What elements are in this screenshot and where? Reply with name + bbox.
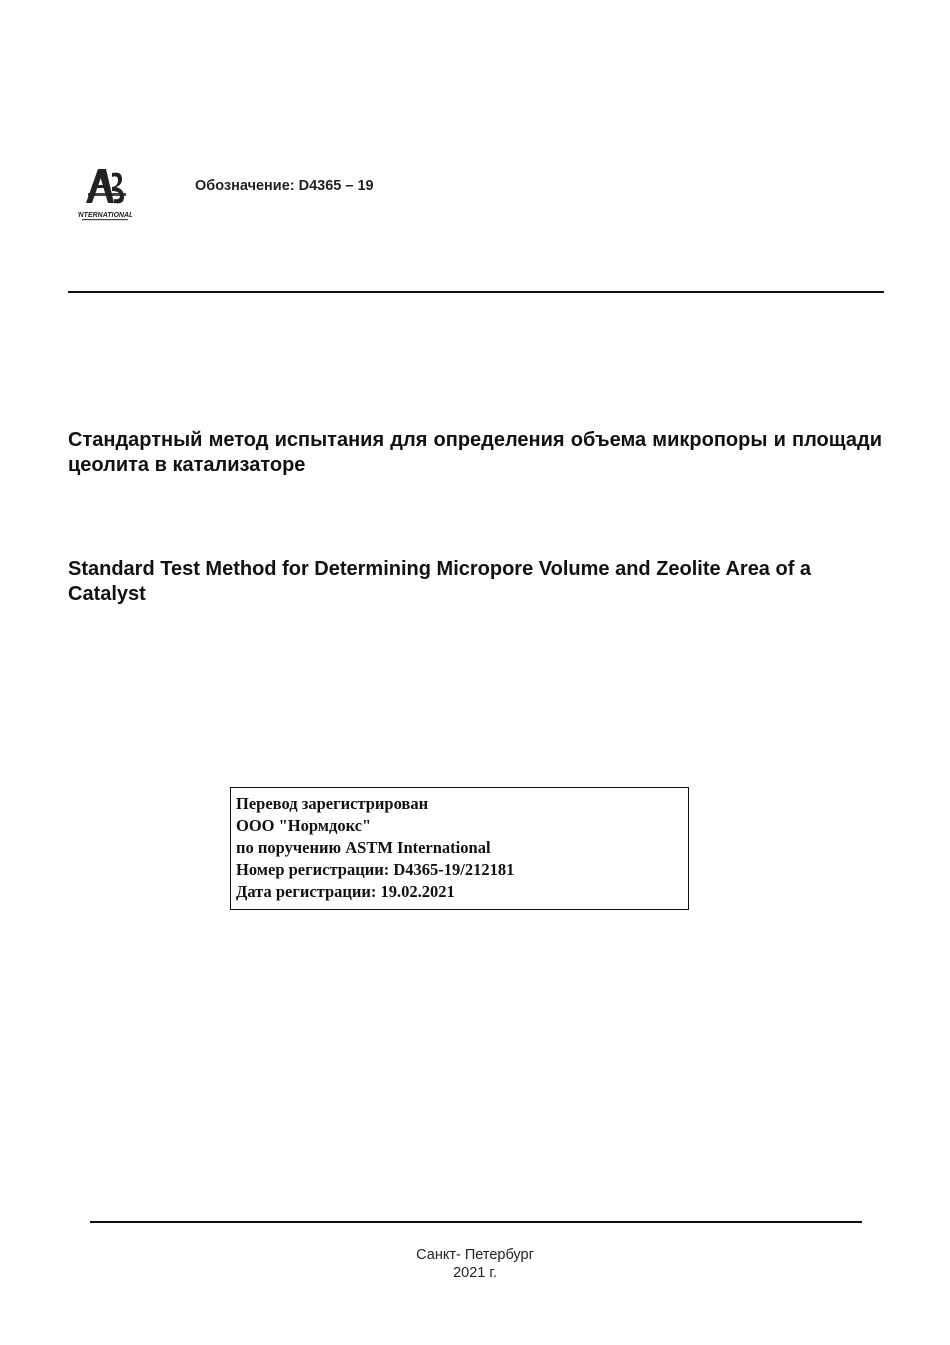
footer bbox=[0, 1246, 950, 1282]
title-russian: Стандартный метод испытания для определения объема микропоры и площади цеолита в катализаторе bbox=[68, 429, 882, 476]
registration-box bbox=[230, 787, 689, 910]
registration-line: ООО "Нормдокс" bbox=[236, 816, 372, 835]
designation: Обозначение: D4365 – 19 bbox=[195, 178, 374, 194]
bottom-divider bbox=[90, 1221, 862, 1223]
astm-logo bbox=[78, 163, 132, 223]
footer-city: Санкт- Петербург bbox=[416, 1247, 534, 1263]
title-english: Standard Test Method for Determining Micropore Volume and Zeolite Area of a Catalyst bbox=[68, 558, 812, 605]
registration-line: по поручению ASTM International bbox=[236, 838, 491, 857]
registration-date: Дата регистрации: 19.02.2021 bbox=[236, 882, 455, 901]
top-divider bbox=[68, 291, 884, 293]
logo-subtext: INTERNATIONAL bbox=[78, 212, 132, 219]
registration-line: Перевод зарегистрирован bbox=[236, 794, 429, 813]
footer-year: 2021 г. bbox=[453, 1265, 497, 1281]
registration-number: Номер регистрации: D4365-19/212181 bbox=[236, 860, 515, 879]
